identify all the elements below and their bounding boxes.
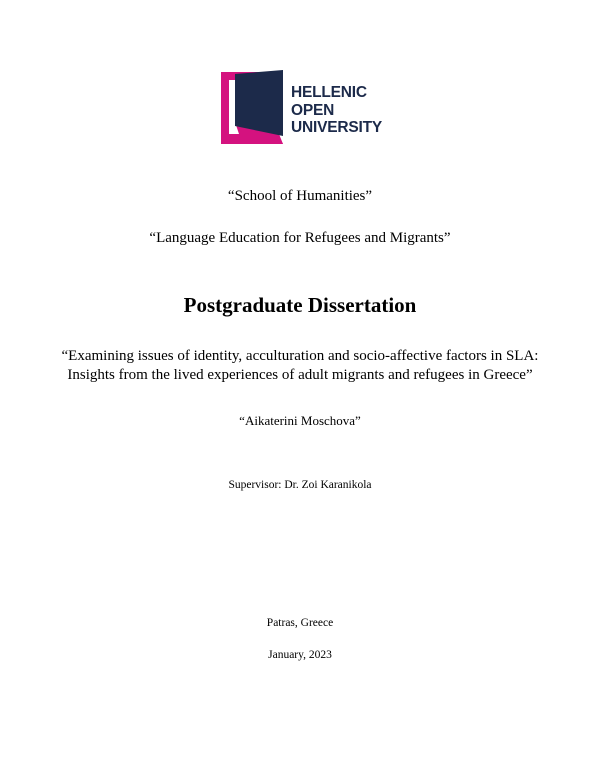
hellenic-open-university-emblem-icon (221, 70, 291, 144)
logo-line-3: UNIVERSITY (291, 119, 383, 136)
university-logo (221, 70, 381, 144)
logo-line-1: HELLENIC (291, 84, 367, 101)
document-type-heading: Postgraduate Dissertation (183, 293, 417, 317)
thesis-title (0, 347, 600, 385)
place-line: Patras, Greece (266, 617, 334, 629)
author-name: “Aikaterini Moschova” (239, 413, 361, 428)
school-name: “School of Humanities” (227, 188, 373, 204)
logo-line-2: OPEN (291, 101, 335, 119)
thesis-title-line-2: Insights from the lived experiences of adult migrants and refugees in Greece” (67, 367, 533, 383)
date-line: January, 2023 (268, 649, 332, 661)
program-name: “Language Education for Refugees and Migrants” (149, 230, 451, 246)
thesis-title-line-1: “Examining issues of identity, acculturation and socio-affective factors in SLA: (61, 348, 539, 364)
supervisor-line: Supervisor: Dr. Zoi Karanikola (228, 479, 372, 491)
logo-wordmark (291, 84, 382, 137)
